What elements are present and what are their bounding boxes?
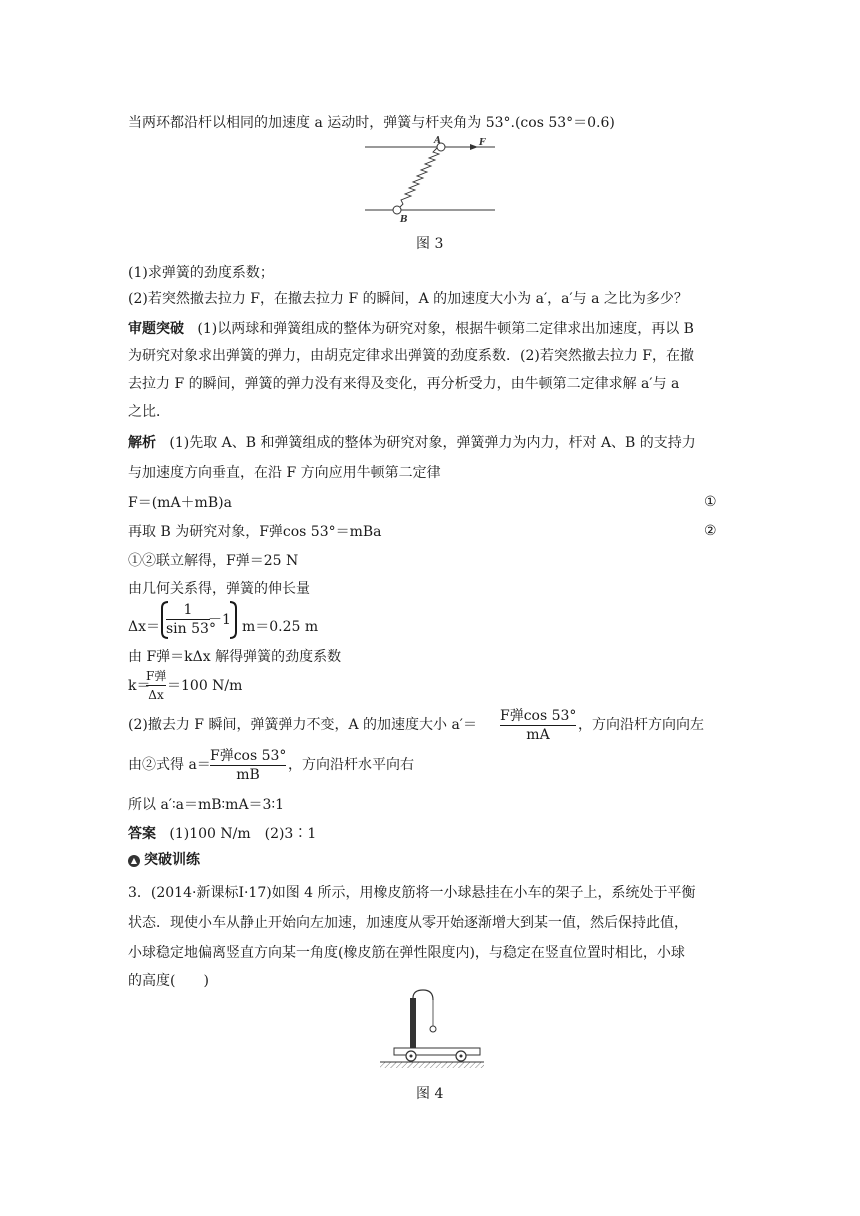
part3-line-a: 由②式得 a＝ — [128, 757, 211, 773]
ring-B — [393, 206, 401, 214]
answer-line: 答案 (1)100 N/m (2)3∶1 — [128, 826, 317, 842]
right-bracket — [228, 601, 238, 639]
ball — [430, 1026, 436, 1032]
analysis-label: 解析 — [128, 435, 156, 451]
triangle-badge-icon: ▲ — [128, 855, 140, 867]
equation-2-number: ② — [704, 523, 717, 539]
review-line-3: 去拉力 F 的瞬间，弹簧的弹力没有来得及变化，再分析受力，由牛顿第二定律求解 a′与 a — [128, 376, 680, 392]
figure-4-diagram — [376, 986, 488, 1072]
part2-fraction: F弹cos 53° mA — [500, 708, 577, 743]
analysis-line-3: ①②联立解得，F弹＝25 N — [128, 553, 299, 569]
figure-3-diagram — [360, 134, 500, 226]
training-heading: ▲ 突破训练 — [128, 851, 200, 869]
intro-line: 当两环都沿杆以相同的加速度 a 运动时，弹簧与杆夹角为 53°.(cos 53°＝0.6) — [128, 115, 615, 131]
analysis-line-2: 与加速度方向垂直，在沿 F 方向应用牛顿第二定律 — [128, 465, 441, 481]
ratio-line: 所以 a′∶a＝mB∶mA＝3∶1 — [128, 797, 285, 813]
dx-fraction: 1 sin 53° — [166, 602, 216, 637]
review-line-2: 为研究对象求出弹簧的弹力，由胡克定律求出弹簧的劲度系数．(2)若突然撤去拉力 F，在撤 — [128, 348, 694, 364]
dx-lhs: Δx＝ — [128, 619, 161, 635]
question-1: (1)求弹簧的劲度系数； — [128, 265, 274, 281]
equation-2: 再取 B 为研究对象，F弹cos 53°＝mBa — [128, 524, 382, 540]
training-line-4: 的高度( ) — [128, 973, 209, 989]
part2-line-a: (2)撤去力 F 瞬间，弹簧弹力不变，A 的加速度大小 a′＝ — [128, 717, 477, 733]
analysis-line-5: 由 F弹＝kΔx 解得弹簧的劲度系数 — [128, 649, 342, 665]
figure-4-caption: 图 4 — [416, 1086, 444, 1102]
k-rhs: ＝100 N/m — [167, 678, 243, 694]
review-line-4: 之比． — [128, 404, 170, 420]
analysis-line-4: 由几何关系得，弹簧的伸长量 — [128, 581, 310, 597]
answer-label: 答案 — [128, 826, 156, 842]
figure-3-caption: 图 3 — [416, 236, 444, 252]
k-lhs: k＝ — [128, 678, 151, 694]
equation-1: F＝(mA＋mB)a — [128, 495, 232, 511]
dx-rhs: m＝0.25 m — [242, 619, 319, 635]
part3-fraction: F弹cos 53° mB — [210, 748, 287, 783]
review-label: 审题突破 — [128, 321, 184, 337]
fig3-label-B: B — [400, 215, 408, 225]
k-fraction: F弹 Δx — [146, 669, 167, 702]
review-line-1: 审题突破 (1)以两球和弹簧组成的整体为研究对象，根据牛顿第二定律求出加速度，再以 B — [128, 321, 694, 337]
fig3-label-A: A — [434, 136, 441, 146]
arrow-right-icon — [470, 144, 478, 150]
training-line-1: 3．(2014·新课标Ⅰ·17)如图 4 所示，用橡皮筋将一小球悬挂在小车的架子上，系统处于平衡 — [128, 885, 696, 901]
part3-line-b: ，方向沿杆水平向右 — [288, 757, 414, 773]
dx-minus-one: －1 — [208, 612, 231, 628]
part2-line-b: ，方向沿杆方向向左 — [578, 717, 704, 733]
training-line-3: 小球稳定地偏离竖直方向某一角度(橡皮筋在弹性限度内)，与稳定在竖直位置时相比，小球 — [128, 945, 685, 961]
training-line-2: 状态．现使小车从静止开始向左加速，加速度从零开始逐渐增大到某一值，然后保持此值， — [128, 915, 688, 931]
fig3-label-F: F — [479, 138, 486, 148]
analysis-line-1: 解析 (1)先取 A、B 和弹簧组成的整体为研究对象，弹簧弹力为内力，杆对 A、B 的支持力 — [128, 435, 696, 451]
question-2: (2)若突然撤去拉力 F，在撤去拉力 F 的瞬间，A 的加速度大小为 a′，a′与 a 之比为多少？ — [128, 291, 688, 307]
equation-1-number: ① — [704, 494, 717, 510]
